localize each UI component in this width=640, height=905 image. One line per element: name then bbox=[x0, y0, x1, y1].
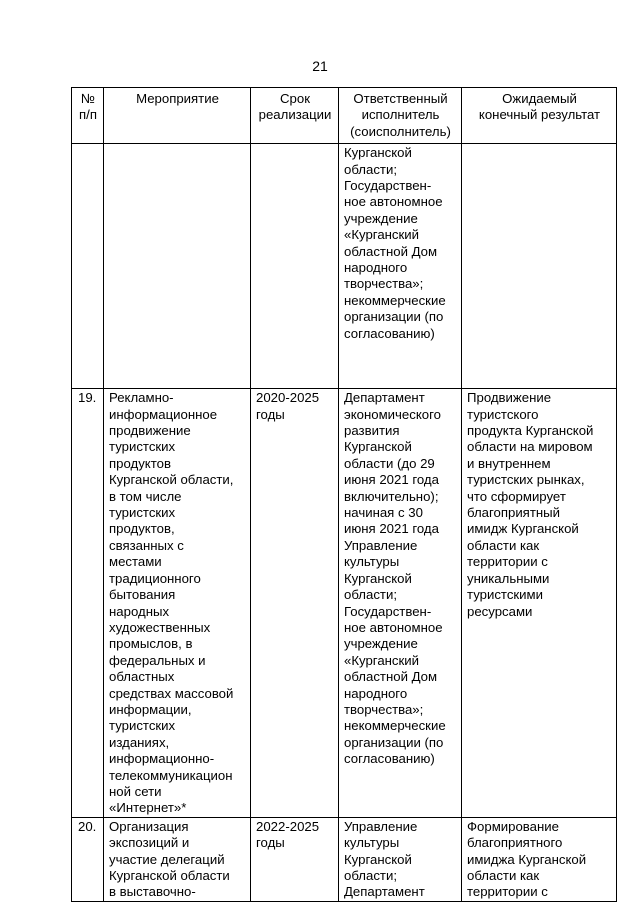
cell-activity bbox=[104, 817, 251, 901]
page-number: 21 bbox=[312, 58, 328, 74]
cell-executor-text: Управление культуры Курганской области; Департамент bbox=[344, 818, 425, 900]
header-number-label: № п/п bbox=[79, 91, 97, 123]
cell-executor-text: Курганской области; Государствен- ное автономное учреждение «Курганский областной Дом народного творчества»; некоммерческие организации (по согласованию) bbox=[344, 145, 446, 341]
cell-number bbox=[72, 817, 104, 901]
cell-activity bbox=[104, 389, 251, 818]
cell-result bbox=[462, 144, 617, 389]
header-result bbox=[462, 88, 617, 144]
cell-executor bbox=[339, 817, 462, 901]
cell-term-text: 2022-2025 годы bbox=[256, 818, 320, 851]
cell-activity bbox=[104, 144, 251, 389]
cell-result-text: Формирование благоприятного имиджа Курганской области как территории с bbox=[467, 818, 587, 900]
header-executor bbox=[339, 88, 462, 144]
cell-number bbox=[72, 389, 104, 818]
table-header-row bbox=[72, 88, 617, 144]
header-term bbox=[251, 88, 339, 144]
cell-number-text: 19. bbox=[78, 390, 97, 406]
cell-executor bbox=[339, 389, 462, 818]
measures-table bbox=[71, 87, 617, 902]
cell-number-text: 20. bbox=[78, 818, 97, 834]
table-row bbox=[72, 144, 617, 389]
table-row bbox=[72, 389, 617, 818]
header-activity-label: Мероприятие bbox=[136, 91, 219, 106]
header-result-label: Ожидаемый конечный результат bbox=[478, 91, 601, 123]
header-term-label: Срок реализации bbox=[258, 91, 332, 123]
cell-term bbox=[251, 144, 339, 389]
header-number bbox=[72, 88, 104, 144]
cell-term bbox=[251, 817, 339, 901]
cell-number bbox=[72, 144, 104, 389]
cell-executor-text: Департамент экономического развития Курганской области (до 29 июня 2021 года включительно); начиная с 30 июня 2021 года Управление культуры Курганской области; Государствен- ное автономное учреждение «Курганский областной Дом народного творчества»; некоммерческие организации (по согласованию) bbox=[344, 390, 446, 767]
header-executor-label: Ответственный исполнитель (соисполнитель) bbox=[350, 91, 451, 139]
header-activity bbox=[104, 88, 251, 144]
cell-term-text: 2020-2025 годы bbox=[256, 390, 320, 422]
cell-activity-text: Рекламно- информационное продвижение туристских продуктов Курганской области, в том числе туристских продуктов, связанных с местами традиционного бытования народных художественных промыслов, в федеральных и областных средствах массовой информации, туристских изданиях, информационно- телекоммуникацион ной сети «Интернет»* bbox=[109, 390, 234, 816]
cell-result bbox=[462, 817, 617, 901]
cell-term bbox=[251, 389, 339, 818]
cell-activity-text: Организация экспозиций и участие делегаций Курганской области в выставочно- bbox=[109, 818, 230, 900]
cell-result bbox=[462, 389, 617, 818]
cell-executor bbox=[339, 144, 462, 389]
cell-result-text: Продвижение туристского продукта Курганской области на мировом и внутреннем туристских рынках, что сформирует благоприятный имидж Курганской области как территории с уникальными туристскими ресурсами bbox=[467, 390, 594, 619]
table-row bbox=[72, 817, 617, 901]
